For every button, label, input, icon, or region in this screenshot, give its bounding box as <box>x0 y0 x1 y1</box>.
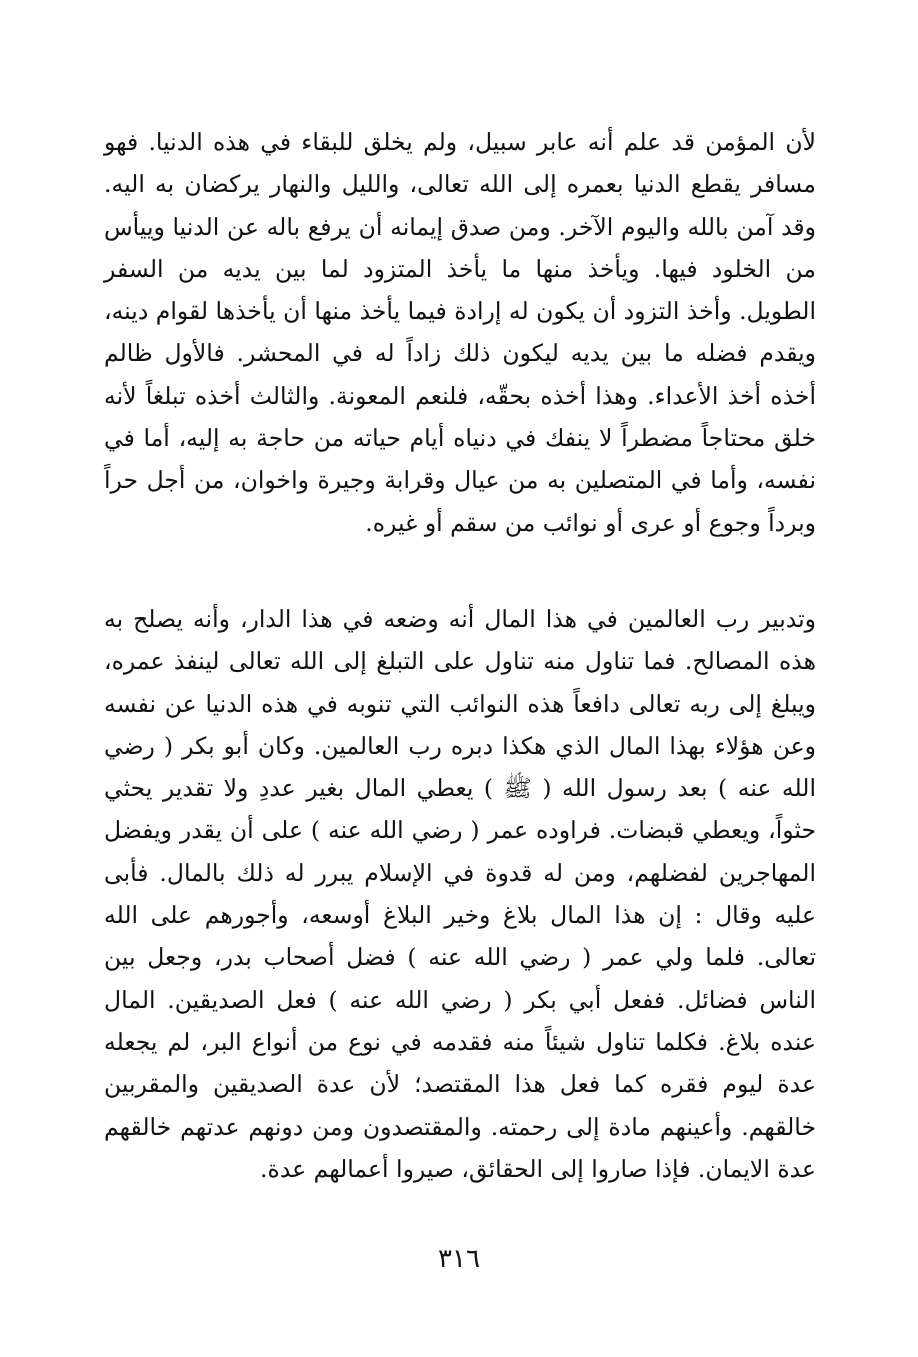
paragraph-1-text: لأن المؤمن قد علم أنه عابر سبيل، ولم يخلق للبقاء في هذه الدنيا. فهو مسافر يقطع الدنيا بعمره إلى الله تعالى، والليل والنهار يركضان به اليه. وقد آمن بالله واليوم الآخر. ومن صدق إيمانه أن يرفع باله عن الدنيا وييأس من الخلود فيها. ويأخذ منها ما يأخذ المتزود لما بين يديه من السفر الطويل. وأخذ التزود أن يكون له إرادة فيما يأخذ منها أن يأخذها لقوام دينه، ويقدم فضله ما بين يديه ليكون ذلك زاداً له في المحشر. فالأول ظالم أخذه أخذ الأعداء. وهذا أخذه بحقّه، فلنعم المعونة. والثالث أخذه تبلغاً لأنه خلق محتاجاً مضطراً لا ينفك في دنياه أيام حياته من حاجة به إليه، أما في نفسه، وأما في المتصلين به من عيال وقرابة وجيرة واخوان، من أجل حراً وبرداً وجوع أو عرى أو نوائب من سقم أو غيره. <box>104 128 816 537</box>
paragraph-1 <box>104 121 816 544</box>
paragraph-2 <box>104 598 816 1190</box>
page-number: ٣١٦ <box>438 1244 480 1274</box>
paragraph-2-text: وتدبير رب العالمين في هذا المال أنه وضعه في هذا الدار، وأنه يصلح به هذه المصالح. فما تناول منه تناول على التبلغ إلى الله تعالى لينفذ عمره، ويبلغ إلى ربه تعالى دافعاً هذه النوائب التي تنوبه في هذه الدنيا عن نفسه وعن هؤلاء بهذا المال الذي هكذا دبره رب العالمين. وكان أبو بكر ( رضي الله عنه ) بعد رسول الله ( ﷺ ) يعطي المال بغير عددِ ولا تقدير يحثي حثواً، ويعطي قبضات. فراوده عمر ( رضي الله عنه ) على أن يقدر ويفضل المهاجرين لفضلهم، ومن له قدوة في الإسلام يبرر له ذلك بالمال. فأبى عليه وقال : إن هذا المال بلاغ وخير البلاغ أوسعه، وأجورهم على الله تعالى. فلما ولي عمر ( رضي الله عنه ) فضل أصحاب بدر، وجعل بين الناس فضائل. ففعل أبي بكر ( رضي الله عنه ) فعل الصديقين. المال عنده بلاغ. فكلما تناول شيئاً منه فقدمه في نوع من أنواع البر، لم يجعله عدة ليوم فقره كما فعل هذا المقتصد؛ لأن عدة الصديقين والمقربين خالقهم. وأعينهم مادة إلى رحمته. والمقتصدون ومن دونهم عدتهم خالقهم عدة الايمان. فإذا صاروا إلى الحقائق، صيروا أعمالهم عدة. <box>104 605 816 1183</box>
